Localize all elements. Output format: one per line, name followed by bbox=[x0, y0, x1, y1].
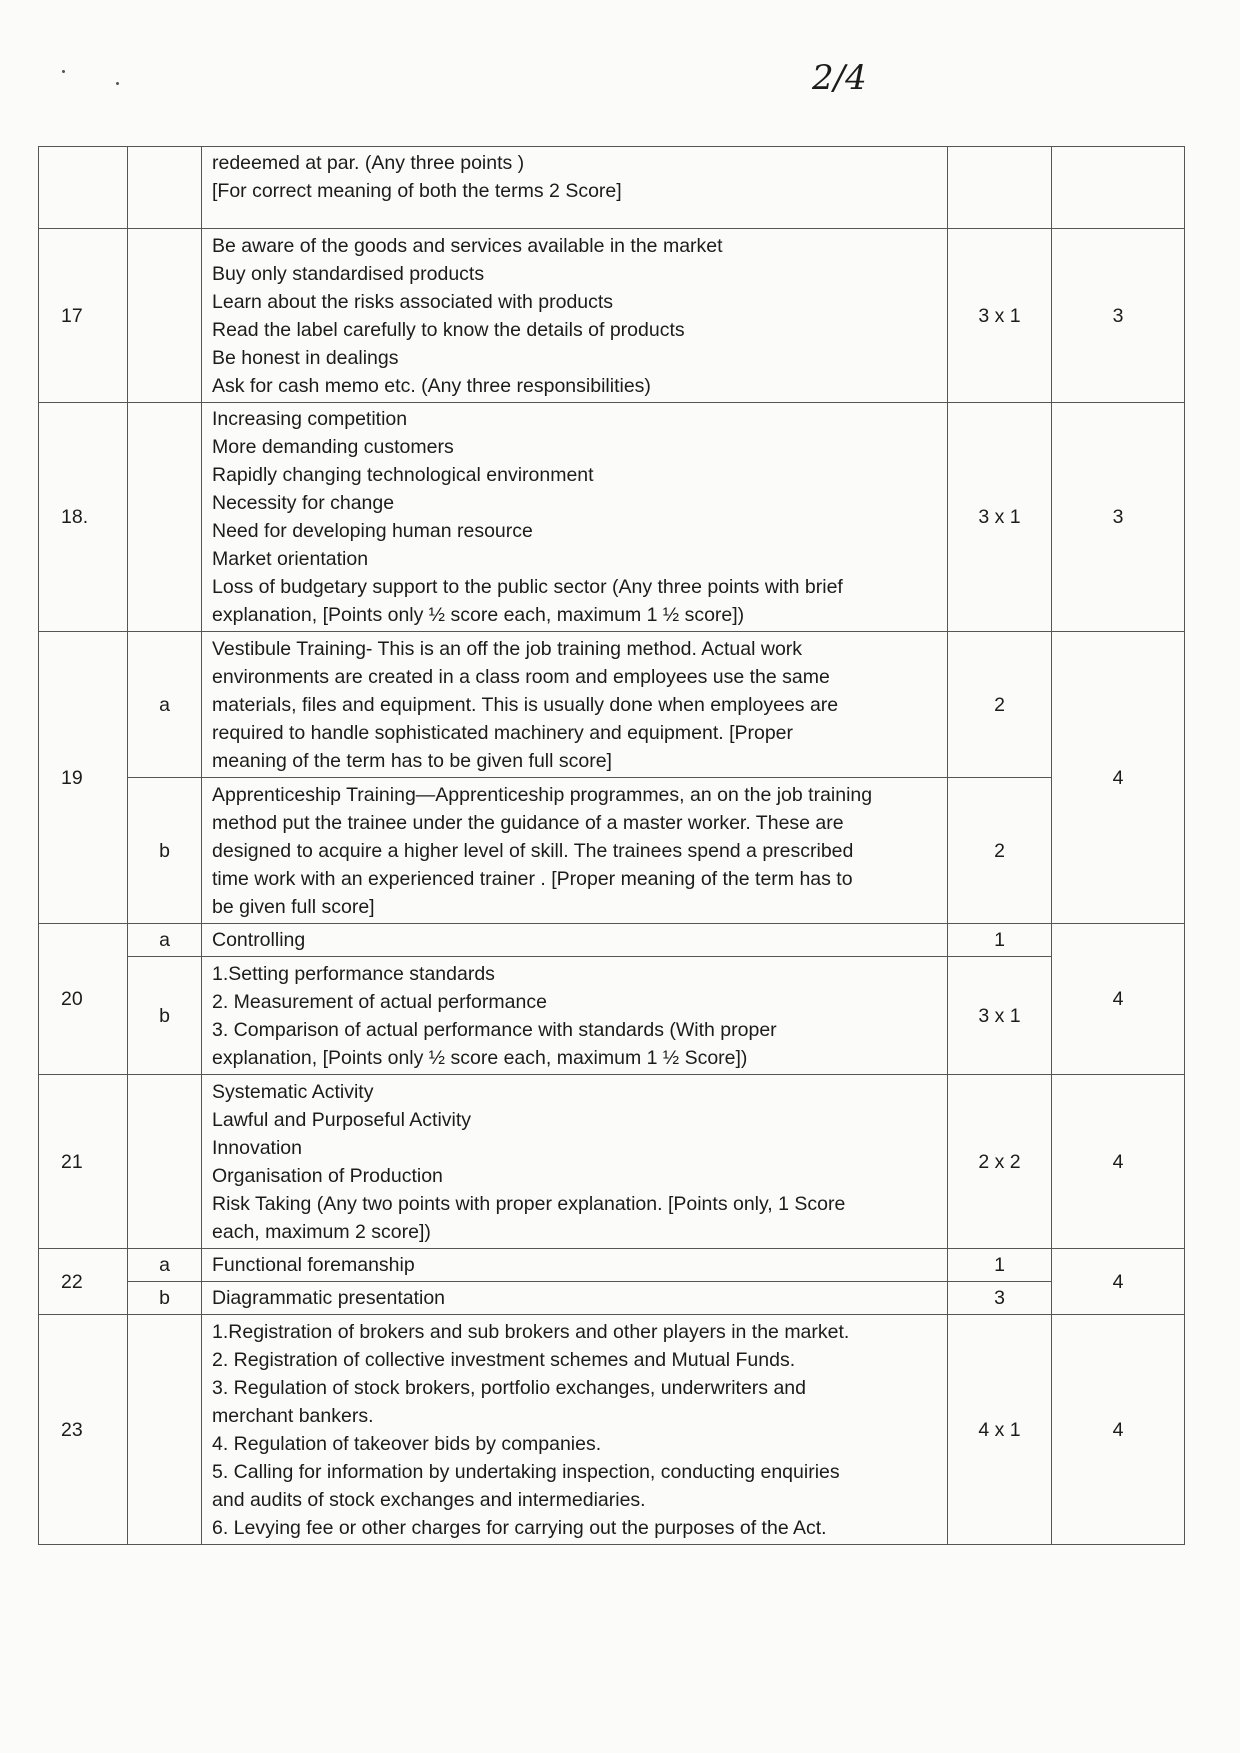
answer-line: environments are created in a class room and employees use the same bbox=[212, 665, 830, 688]
answer-line: Innovation bbox=[212, 1136, 302, 1159]
answer-line: Be honest in dealings bbox=[212, 346, 399, 369]
question-number: 23 bbox=[39, 1315, 128, 1545]
answer-line: explanation, [Points only ½ score each, maximum 1 ½ score]) bbox=[212, 604, 745, 626]
answer-line: time work with an experienced trainer . [Proper meaning of the term has to bbox=[212, 867, 853, 890]
question-part: b bbox=[128, 778, 202, 924]
question-number: 19 bbox=[39, 632, 128, 924]
answer-line: Vestibule Training- This is an off the job training method. Actual work bbox=[212, 637, 803, 660]
score-split bbox=[948, 147, 1052, 229]
total-score: 3 bbox=[1052, 229, 1185, 403]
answer-key-table bbox=[38, 146, 1185, 1545]
total-score: 4 bbox=[1052, 632, 1185, 924]
answer-line: Be aware of the goods and services available in the market bbox=[212, 234, 723, 257]
answer-line: Controlling bbox=[212, 929, 306, 951]
answer-line: Risk Taking (Any two points with proper explanation. [Points only, 1 Score bbox=[212, 1192, 846, 1215]
answer-line: merchant bankers. bbox=[212, 1404, 374, 1427]
answer-text bbox=[202, 1282, 948, 1315]
answer-line: required to handle sophisticated machinery and equipment. [Proper bbox=[212, 721, 794, 744]
question-part bbox=[128, 1075, 202, 1249]
answer-line: and audits of stock exchanges and intermediaries. bbox=[212, 1488, 646, 1511]
answer-line: Ask for cash memo etc. (Any three responsibilities) bbox=[212, 374, 651, 397]
total-score bbox=[1052, 147, 1185, 229]
score-split: 4 x 1 bbox=[948, 1315, 1052, 1545]
answer-line: Buy only standardised products bbox=[212, 262, 485, 285]
answer-line: Functional foremanship bbox=[212, 1254, 415, 1276]
total-score: 4 bbox=[1052, 1315, 1185, 1545]
table-row bbox=[39, 957, 1185, 1075]
answer-text bbox=[202, 229, 948, 403]
table-row bbox=[39, 1249, 1185, 1282]
question-part: b bbox=[128, 1282, 202, 1315]
score-split: 1 bbox=[948, 924, 1052, 957]
answer-line: designed to acquire a higher level of skill. The trainees spend a prescribed bbox=[212, 839, 854, 862]
answer-text bbox=[202, 1315, 948, 1545]
answer-line: materials, files and equipment. This is usually done when employees are bbox=[212, 693, 839, 716]
question-part: a bbox=[128, 924, 202, 957]
table-row bbox=[39, 778, 1185, 924]
answer-line: 1.Registration of brokers and sub brokers and other players in the market. bbox=[212, 1320, 850, 1343]
table-row bbox=[39, 229, 1185, 403]
answer-line: Diagrammatic presentation bbox=[212, 1287, 446, 1309]
answer-line: 3. Comparison of actual performance with standards (With proper bbox=[212, 1018, 777, 1041]
answer-text bbox=[202, 924, 948, 957]
table-row bbox=[39, 1315, 1185, 1545]
total-score: 4 bbox=[1052, 1249, 1185, 1315]
answer-line: meaning of the term has to be given full score] bbox=[212, 749, 612, 772]
table-row bbox=[39, 924, 1185, 957]
question-number: 21 bbox=[39, 1075, 128, 1249]
answer-line: 4. Regulation of takeover bids by companies. bbox=[212, 1432, 602, 1455]
answer-line: 3. Regulation of stock brokers, portfolio exchanges, underwriters and bbox=[212, 1376, 806, 1399]
answer-line: each, maximum 2 score]) bbox=[212, 1220, 431, 1243]
answer-line: Lawful and Purposeful Activity bbox=[212, 1108, 472, 1131]
answer-line: 5. Calling for information by undertaking inspection, conducting enquiries bbox=[212, 1460, 840, 1483]
answer-text bbox=[202, 403, 948, 632]
score-split: 3 x 1 bbox=[948, 957, 1052, 1075]
answer-line: [For correct meaning of both the terms 2 Score] bbox=[212, 180, 622, 202]
score-split: 2 x 2 bbox=[948, 1075, 1052, 1249]
answer-line: 2. Measurement of actual performance bbox=[212, 990, 547, 1013]
answer-line: Market orientation bbox=[212, 548, 369, 570]
total-score: 4 bbox=[1052, 924, 1185, 1075]
answer-line: Systematic Activity bbox=[212, 1080, 374, 1103]
table-row bbox=[39, 403, 1185, 632]
answer-line: Organisation of Production bbox=[212, 1164, 443, 1187]
score-split: 1 bbox=[948, 1249, 1052, 1282]
answer-line: explanation, [Points only ½ score each, maximum 1 ½ Score]) bbox=[212, 1046, 748, 1069]
question-part bbox=[128, 1315, 202, 1545]
question-number: 17 bbox=[39, 229, 128, 403]
answer-text bbox=[202, 1075, 948, 1249]
question-number bbox=[39, 147, 128, 229]
question-number: 18. bbox=[39, 403, 128, 632]
question-part bbox=[128, 403, 202, 632]
table-row bbox=[39, 1282, 1185, 1315]
question-part: a bbox=[128, 632, 202, 778]
question-part: a bbox=[128, 1249, 202, 1282]
question-number: 22 bbox=[39, 1249, 128, 1315]
answer-line: 1.Setting performance standards bbox=[212, 962, 495, 985]
table-row bbox=[39, 632, 1185, 778]
answer-line: Loss of budgetary support to the public sector (Any three points with brief bbox=[212, 576, 843, 598]
total-score: 4 bbox=[1052, 1075, 1185, 1249]
answer-line: 2. Registration of collective investment schemes and Mutual Funds. bbox=[212, 1348, 796, 1371]
answer-line: method put the trainee under the guidance of a master worker. These are bbox=[212, 811, 844, 834]
total-score: 3 bbox=[1052, 403, 1185, 632]
score-split: 2 bbox=[948, 778, 1052, 924]
answer-line: Necessity for change bbox=[212, 492, 395, 514]
score-split: 3 bbox=[948, 1282, 1052, 1315]
answer-text bbox=[202, 1249, 948, 1282]
answer-line: Rapidly changing technological environment bbox=[212, 464, 594, 486]
answer-line: be given full score] bbox=[212, 895, 375, 918]
answer-line: Learn about the risks associated with products bbox=[212, 290, 614, 313]
answer-line: 6. Levying fee or other charges for carrying out the purposes of the Act. bbox=[212, 1516, 827, 1539]
answer-line: Increasing competition bbox=[212, 408, 408, 430]
scan-speck bbox=[62, 70, 65, 73]
answer-line: Read the label carefully to know the details of products bbox=[212, 318, 685, 341]
answer-line: Apprenticeship Training—Apprenticeship programmes, an on the job training bbox=[212, 783, 873, 806]
question-part bbox=[128, 147, 202, 229]
score-split: 3 x 1 bbox=[948, 229, 1052, 403]
page-number: 2/4 bbox=[812, 58, 867, 98]
score-split: 2 bbox=[948, 632, 1052, 778]
answer-line: More demanding customers bbox=[212, 436, 454, 458]
answer-text bbox=[202, 957, 948, 1075]
scan-speck bbox=[116, 82, 119, 85]
answer-line: Need for developing human resource bbox=[212, 520, 533, 542]
question-part bbox=[128, 229, 202, 403]
answer-line: redeemed at par. (Any three points ) bbox=[212, 152, 525, 174]
question-number: 20 bbox=[39, 924, 128, 1075]
table-row bbox=[39, 147, 1185, 229]
answer-text bbox=[202, 147, 948, 229]
answer-text bbox=[202, 632, 948, 778]
score-split: 3 x 1 bbox=[948, 403, 1052, 632]
question-part: b bbox=[128, 957, 202, 1075]
answer-text bbox=[202, 778, 948, 924]
table-row bbox=[39, 1075, 1185, 1249]
